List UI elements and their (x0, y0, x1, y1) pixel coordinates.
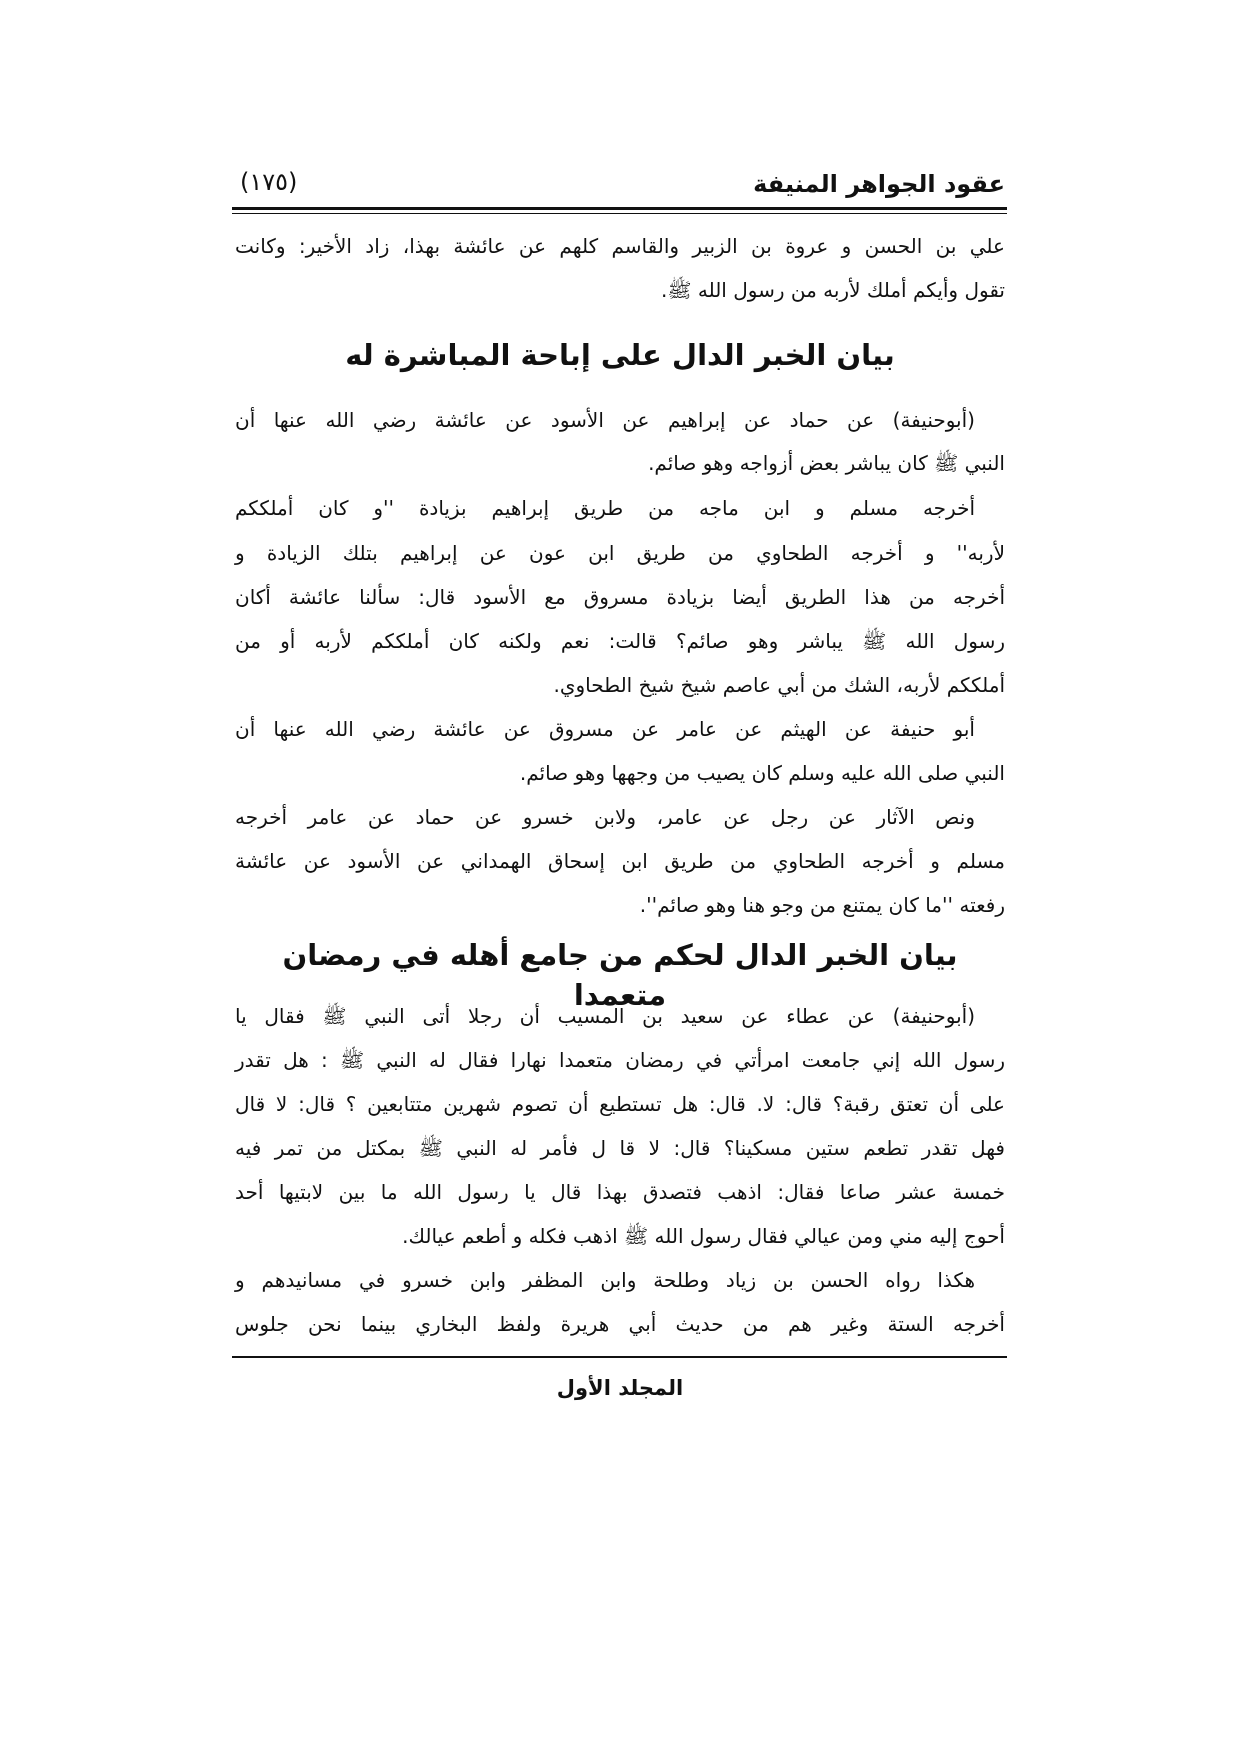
volume-footer: المجلد الأول (556, 1376, 684, 1400)
text-line: تقول وأيكم أملك لأربه من رسول الله ﷺ. (660, 278, 1005, 302)
text-line: لأربه'' و أخرجه الطحاوي من طريق ابن عون عن إبراهيم بتلك الزيادة و (235, 541, 1005, 565)
running-header-title: عقود الجواهر المنيفة (753, 170, 1005, 198)
header-divider (232, 207, 1007, 214)
text-line: (أبوحنيفة) عن عطاء عن سعيد بن المسيب أن رجلا أتى النبي ﷺ فقال يا (235, 1004, 975, 1028)
text-line: النبي صلى الله عليه وسلم كان يصيب من وجهها وهو صائم. (519, 761, 1005, 785)
text-line: فهل تقدر تطعم ستين مسكينا؟ قال: لا قا ل فأمر له النبي ﷺ بمكتل من تمر فيه (235, 1136, 1005, 1160)
text-line: النبي ﷺ كان يباشر بعض أزواجه وهو صائم. (648, 451, 1005, 475)
text-line: رسول الله ﷺ يباشر وهو صائم؟ قالت: نعم ولكنه كان أملككم لأربه أو من (235, 629, 1005, 653)
text-line: أخرجه مسلم و ابن ماجه من طريق إبراهيم بزيادة ''و كان أملككم (235, 496, 975, 520)
text-line: أملككم لأربه، الشك من أبي عاصم شيخ شيخ الطحاوي. (553, 673, 1005, 697)
page-number: (١٧٥) (240, 168, 298, 196)
text-line: ونص الآثار عن رجل عن عامر، ولابن خسرو عن حماد عن عامر أخرجه (235, 805, 975, 829)
text-line: أخرجه الستة وغير هم من حديث أبي هريرة ولفظ البخاري بينما نحن جلوس (235, 1312, 1005, 1336)
footer-divider (232, 1356, 1007, 1358)
text-line: مسلم و أخرجه الطحاوي من طريق ابن إسحاق الهمداني عن الأسود عن عائشة (235, 849, 1005, 873)
text-line: أخرجه من هذا الطريق أيضا بزيادة مسروق مع الأسود قال: سألنا عائشة أكان (235, 585, 1005, 609)
text-line: أحوج إليه مني ومن عيالي فقال رسول الله ﷺ اذهب فكله و أطعم عيالك. (402, 1224, 1005, 1248)
text-line: أبو حنيفة عن الهيثم عن عامر عن مسروق عن عائشة رضي الله عنها أن (235, 717, 975, 741)
text-line: (أبوحنيفة) عن حماد عن إبراهيم عن الأسود عن عائشة رضي الله عنها أن (235, 408, 975, 432)
text-line: رفعته ''ما كان يمتنع من وجو هنا وهو صائم''. (639, 893, 1005, 917)
text-line: على أن تعتق رقبة؟ قال: لا. قال: هل تستطيع أن تصوم شهرين متتابعين ؟ قال: لا قال (235, 1092, 1005, 1116)
text-line: علي بن الحسن و عروة بن الزبير والقاسم كلهم عن عائشة بهذا، زاد الأخير: وكانت (235, 234, 1005, 258)
text-line: خمسة عشر صاعا فقال: اذهب فتصدق بهذا قال يا رسول الله ما بين لابتيها أحد (235, 1180, 1005, 1204)
section-heading: بيان الخبر الدال لحكم من جامع أهله في رمضان متعمدا (282, 938, 958, 1012)
text-line: رسول الله إني جامعت امرأتي في رمضان متعمدا نهارا فقال له النبي ﷺ : هل تقدر (235, 1048, 1005, 1072)
text-line: هكذا رواه الحسن بن زياد وطلحة وابن المظفر وابن خسرو في مسانيدهم و (235, 1268, 975, 1292)
section-heading: بيان الخبر الدال على إباحة المباشرة له (345, 338, 895, 372)
